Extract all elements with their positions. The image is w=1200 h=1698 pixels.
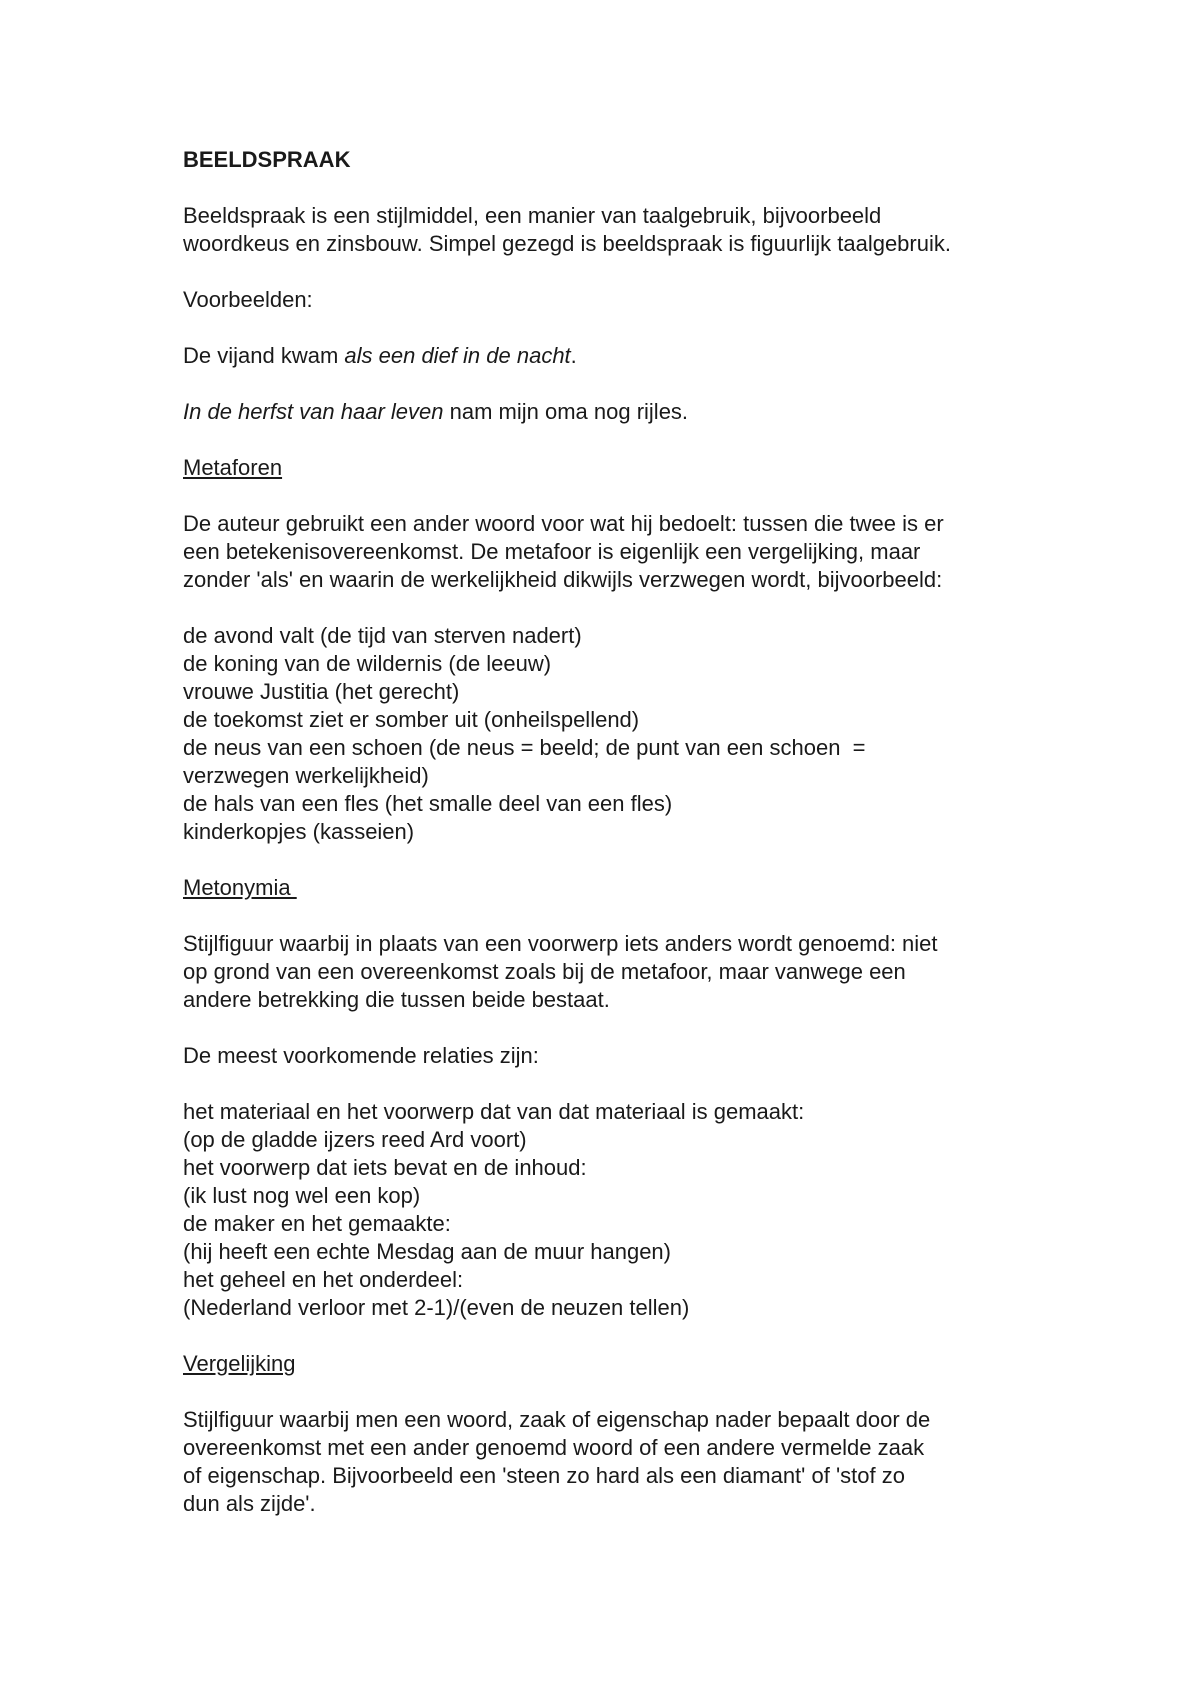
example-line: verzwegen werkelijkheid) — [183, 763, 429, 788]
relaties-list — [183, 1098, 1063, 1322]
document-page — [183, 146, 1063, 1518]
example-line: vrouwe Justitia (het gerecht) — [183, 679, 460, 704]
page-title: BEELDSPRAAK — [183, 147, 351, 172]
paragraph-line: De auteur gebruikt een ander woord voor wat hij bedoelt: tussen die twee is er — [183, 511, 944, 536]
relatie-line: het voorwerp dat iets bevat en de inhoud: — [183, 1155, 587, 1180]
intro-line: woordkeus en zinsbouw. Simpel gezegd is beeldspraak is figuurlijk taalgebruik. — [183, 231, 951, 256]
metaforen-paragraph — [183, 510, 1063, 594]
paragraph-line: Stijlfiguur waarbij in plaats van een voorwerp iets anders wordt genoemd: niet — [183, 931, 938, 956]
example-text: nam mijn oma nog rijles. — [443, 399, 689, 424]
example-line: de koning van de wildernis (de leeuw) — [183, 651, 552, 676]
relatie-line: de maker en het gemaakte: — [183, 1211, 451, 1236]
paragraph-line: overeenkomst met een ander genoemd woord of een andere vermelde zaak — [183, 1435, 925, 1460]
intro-paragraph — [183, 202, 1063, 258]
section-heading-vergelijking: Vergelijking — [183, 1351, 296, 1376]
example-line: kinderkopjes (kasseien) — [183, 819, 415, 844]
relatie-line: (Nederland verloor met 2-1)/(even de neuzen tellen) — [183, 1295, 690, 1320]
voorbeelden-label: Voorbeelden: — [183, 287, 313, 312]
example-italic: als een dief in de nacht — [344, 343, 571, 368]
paragraph-line: op grond van een overeenkomst zoals bij de metafoor, maar vanwege een — [183, 959, 906, 984]
relaties-label: De meest voorkomende relaties zijn: — [183, 1043, 539, 1068]
paragraph-line: of eigenschap. Bijvoorbeeld een 'steen zo hard als een diamant' of 'stof zo — [183, 1463, 905, 1488]
paragraph-line: andere betrekking die tussen beide bestaat. — [183, 987, 610, 1012]
paragraph-line: zonder 'als' en waarin de werkelijkheid dikwijls verzwegen wordt, bijvoorbeeld: — [183, 567, 943, 592]
example-sentence — [183, 342, 1063, 370]
paragraph-line: Stijlfiguur waarbij men een woord, zaak of eigenschap nader bepaalt door de — [183, 1407, 931, 1432]
example-italic: In de herfst van haar leven — [183, 399, 444, 424]
vergelijking-paragraph — [183, 1406, 1063, 1518]
relatie-line: (op de gladde ijzers reed Ard voort) — [183, 1127, 527, 1152]
example-sentence — [183, 398, 1063, 426]
metonymia-paragraph — [183, 930, 1063, 1014]
example-line: de neus van een schoen (de neus = beeld; de punt van een schoen = — [183, 735, 866, 760]
intro-line: Beeldspraak is een stijlmiddel, een manier van taalgebruik, bijvoorbeeld — [183, 203, 882, 228]
relatie-line: het materiaal en het voorwerp dat van dat materiaal is gemaakt: — [183, 1099, 805, 1124]
relatie-line: het geheel en het onderdeel: — [183, 1267, 464, 1292]
example-text: De vijand kwam — [183, 343, 345, 368]
paragraph-line: dun als zijde'. — [183, 1491, 316, 1516]
paragraph-line: een betekenisovereenkomst. De metafoor is eigenlijk een vergelijking, maar — [183, 539, 921, 564]
relatie-line: (ik lust nog wel een kop) — [183, 1183, 421, 1208]
section-heading-metaforen: Metaforen — [183, 455, 283, 480]
relatie-line: (hij heeft een echte Mesdag aan de muur hangen) — [183, 1239, 671, 1264]
example-text: . — [570, 343, 577, 368]
example-line: de toekomst ziet er somber uit (onheilspellend) — [183, 707, 640, 732]
metaforen-examples — [183, 622, 1063, 846]
section-heading-metonymia: Metonymia — [183, 875, 297, 900]
example-line: de hals van een fles (het smalle deel van een fles) — [183, 791, 673, 816]
example-line: de avond valt (de tijd van sterven nadert) — [183, 623, 582, 648]
